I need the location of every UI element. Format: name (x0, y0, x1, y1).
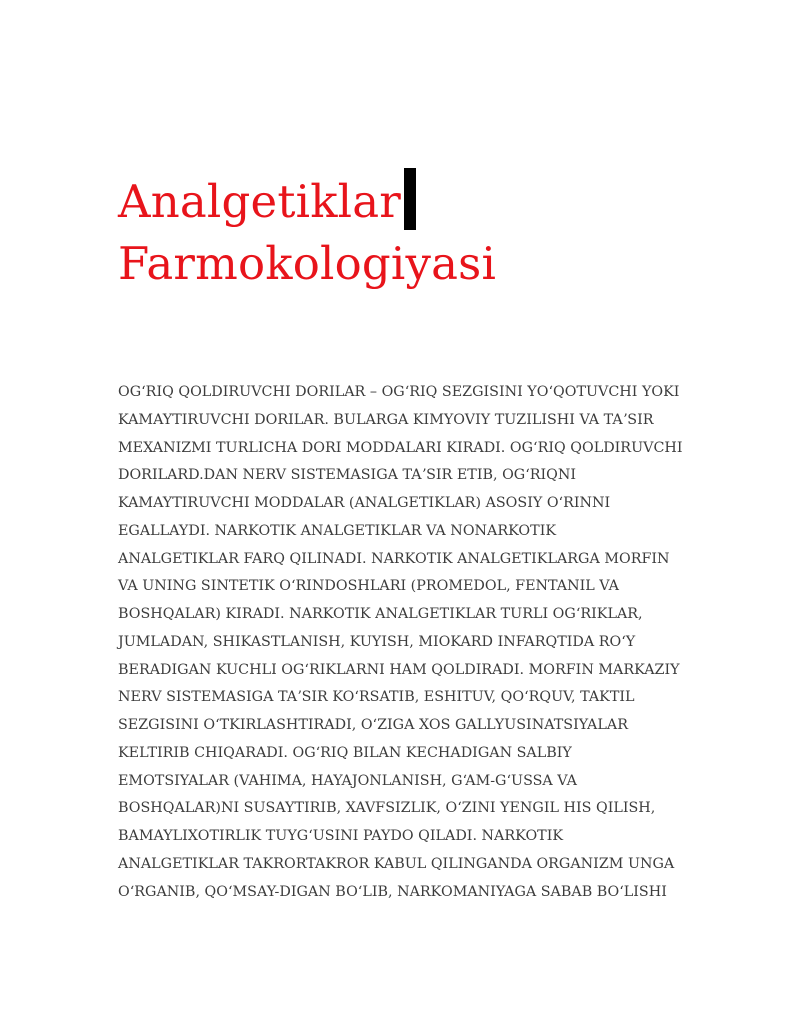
document-title (118, 168, 678, 295)
body-line: EGALLAYDI. NARKOTIK ANALGETIKLAR VA NONARKOTIK (118, 522, 557, 539)
body-line: VA UNING SINTETIK OʻRINDOSHLARI (PROMEDOL, FENTANIL VA (118, 578, 619, 595)
body-line: ANALGETIKLAR TAKRORTAKROR KABUL QILINGANDA ORGANIZM UNGA (118, 855, 675, 872)
title-line (118, 168, 678, 233)
title-line: Farmokologiyasi (118, 237, 497, 290)
title-line-text: Analgetiklar (118, 175, 402, 228)
body-line: BOSHQALAR) KIRADI. NARKOTIK ANALGETIKLAR TURLI OGʻRIKLAR, (118, 606, 643, 622)
body-paragraph (118, 379, 684, 906)
body-line: KAMAYTIRUVCHI MODDALAR (ANALGETIKLAR) ASOSIY OʻRINNI (118, 495, 611, 511)
body-line: JUMLADAN, SHIKASTLANISH, KUYISH, MIOKARD INFARQTIDA ROʻY (118, 633, 636, 650)
body-line: BERADIGAN KUCHLI OGʻRIKLARNI HAM QOLDIRADI. MORFIN MARKAZIY (118, 661, 680, 678)
body-line: EMOTSIYALAR (VAHIMA, HAYAJONLANISH, GʻAM-GʻUSSA VA (118, 772, 577, 789)
body-line: NERV SISTEMASIGA TAʼSIR KOʻRSATIB, ESHITUV, QOʻRQUV, TAKTIL (118, 689, 635, 706)
body-line: ANALGETIKLAR FARQ QILINADI. NARKOTIK ANALGETIKLARGA MORFIN (118, 550, 670, 567)
body-line: MEXANIZMI TURLICHA DORI MODDALARI KIRADI. OGʻRIQ QOLDIRUVCHI (118, 439, 683, 456)
text-cursor (404, 168, 416, 230)
body-line: KELTIRIB CHIQARADI. OGʻRIQ BILAN KECHADIGAN SALBIY (118, 744, 572, 761)
body-line: OʻRGANIB, QOʻMSAY-DIGAN BOʻLIB, NARKOMANIYAGA SABAB BOʻLISHI (118, 883, 667, 900)
body-line: BOSHQALAR)NI SUSAYTIRIB, XAVFSIZLIK, OʻZINI YENGIL HIS QILISH, (118, 800, 656, 817)
body-line: KAMAYTIRUVCHI DORILAR. BULARGA KIMYOVIY TUZILISHI VA TAʼSIR (118, 411, 654, 428)
body-line: OGʻRIQ QOLDIRUVCHI DORILAR – OGʻRIQ SEZGISINI YOʻQOTUVCHI YOKI (118, 384, 680, 400)
body-line: DORILARD.DAN NERV SISTEMASIGA TAʼSIR ETIB, OGʻRIQNI (118, 467, 577, 484)
body-line: SEZGISINI OʻTKIRLASHTIRADI, OʻZIGA XOS GALLYUSINATSIYALAR (118, 717, 628, 733)
body-line: BAMAYLIXOTIRLIK TUYGʻUSINI PAYDO QILADI. NARKOTIK (118, 828, 564, 844)
